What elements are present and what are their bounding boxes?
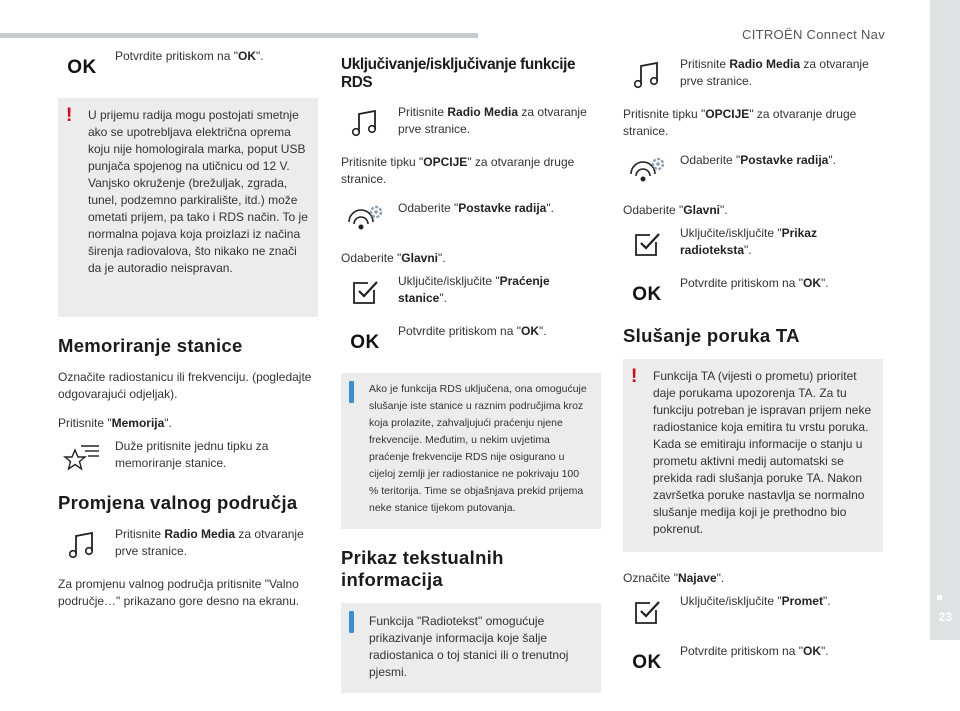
- checkbox-icon: [627, 595, 667, 629]
- warning-box-ta: ! Funkcija TA (vijesti o prometu) prioritet daje porukama upozorenja TA. Za tu funkciju potreban je ispravan prijem neke radiostanice koja emitira tu vrstu poruka. Kada se emitiraju informacije o stanju u prometu aktivni medij automatski se prekida radi slušanja poruke TA. Nakon završetka poruke nastavlja se normalno slušanje medija koji je prethodno bio pokrenut.: [623, 359, 883, 552]
- step-toggle-traffic: Uključite/isključite "Promet".: [623, 593, 883, 633]
- step-confirm-ok: OK Potvrdite pritiskom na "OK".: [58, 48, 318, 88]
- music-note-icon: [62, 528, 102, 562]
- options-para: Pritisnite tipku "OPCIJE" za otvaranje druge stranice.: [623, 107, 857, 138]
- step-toggle-radiotext: Uključite/isključite "Prikaz radioteksta".: [623, 225, 883, 265]
- step-radio-settings: Odaberite "Postavke radija".: [341, 200, 601, 240]
- page-number: 23: [938, 610, 952, 624]
- header-rule: [0, 33, 478, 38]
- warning-icon: !: [66, 105, 73, 126]
- column-1: [58, 48, 318, 622]
- checkbox-icon: [345, 275, 385, 309]
- radio-settings-icon: [345, 202, 385, 236]
- general-para: Odaberite "Glavni".: [623, 203, 728, 217]
- step-radio-media-band: Pritisnite Radio Media za otvaranje prve stranice.: [58, 526, 318, 566]
- step-long-press: Duže pritisnite jednu tipku za memoriranje stanice.: [58, 438, 318, 478]
- step-confirm-ok: OK Potvrdite pritiskom na "OK".: [623, 643, 883, 683]
- memo-para-2: Pritisnite "Memorija".: [58, 416, 172, 430]
- step-radio-settings: Odaberite "Postavke radija".: [623, 152, 883, 192]
- info-icon: [349, 611, 354, 633]
- step-confirm-ok: OK Potvrdite pritiskom na "OK".: [341, 323, 601, 363]
- info-box-radiotext: Funkcija "Radiotekst" omogućuje prikazivanje informacija koje šalje radiostanica o toj stanici ili o trenutnoj pjesmi.: [341, 603, 601, 693]
- memo-para-1: Označite radiostanicu ili frekvenciju. (pogledajte odgovarajući odjeljak).: [58, 370, 312, 401]
- options-para: Pritisnite tipku "OPCIJE" za otvaranje druge stranice.: [341, 155, 575, 186]
- side-strip: [930, 0, 960, 640]
- column-2: [341, 48, 601, 711]
- music-note-icon: [345, 106, 385, 140]
- announce-para: Označite "Najave".: [623, 571, 725, 585]
- checkbox-icon: [627, 227, 667, 261]
- heading-radiotext: Prikaz tekstualnih informacija: [341, 547, 504, 590]
- warning-box-interference: ! U prijemu radija mogu postojati smetnje ako se upotrebljava električna oprema koju nije homologirala marka, poput USB punjača spojenog na utičnicu od 12 V. Vanjsko okruženje (brežuljak, zgrada, tunel, podzemno parkiralište, itd.) može ometati prijem, pa tako i RDS način. To je normalna pojava koja proizlazi iz načina širenja radiovalova, što nikako ne znači da je autoradio neispravan.: [58, 98, 318, 317]
- star-memory-icon: [62, 440, 102, 474]
- ok-icon: OK: [350, 331, 380, 353]
- step-toggle-follow: Uključite/isključite "Praćenje stanice".: [341, 273, 601, 313]
- music-note-icon: [627, 58, 667, 92]
- step-confirm-ok: OK Potvrdite pritiskom na "OK".: [623, 275, 883, 315]
- step-radio-media-rds: Pritisnite Radio Media za otvaranje prve stranice.: [341, 104, 601, 144]
- ok-icon: OK: [67, 56, 97, 78]
- column-3: [623, 48, 883, 693]
- ok-icon: OK: [632, 283, 662, 305]
- heading-rds: Uključivanje/isključivanje funkcije RDS: [341, 56, 576, 91]
- warning-icon: !: [631, 366, 638, 387]
- info-icon: [349, 381, 354, 403]
- band-para: Za promjenu valnog područja pritisnite "Valno područje…" prikazano gore desno na ekranu.: [58, 577, 300, 608]
- radio-settings-icon: [627, 154, 667, 188]
- info-box-rds: Ako je funkcija RDS uključena, ona omogućuje slušanje iste stanice u raznim područjima kroz koja prolazite, zahvaljujući praćenju njene frekvencije. Međutim, u nekim uvjetima praćenje frekvencije RDS nije osigurano u cijeloj zemlji jer radiostanice ne pokrivaju 100 % teritorija. Time se objašnjava prekid prijema neke stanice tijekom putovanja.: [341, 373, 601, 529]
- heading-memorize: Memoriranje stanice: [58, 335, 243, 356]
- heading-band: Promjena valnog područja: [58, 492, 298, 513]
- general-para: Odaberite "Glavni".: [341, 251, 446, 265]
- continue-marker: [937, 595, 942, 600]
- heading-ta: Slušanje poruka TA: [623, 325, 800, 346]
- page-header: CITROËN Connect Nav: [742, 27, 885, 42]
- ok-icon: OK: [632, 651, 662, 673]
- step-radio-media-text: Pritisnite Radio Media za otvaranje prve stranice.: [623, 56, 883, 96]
